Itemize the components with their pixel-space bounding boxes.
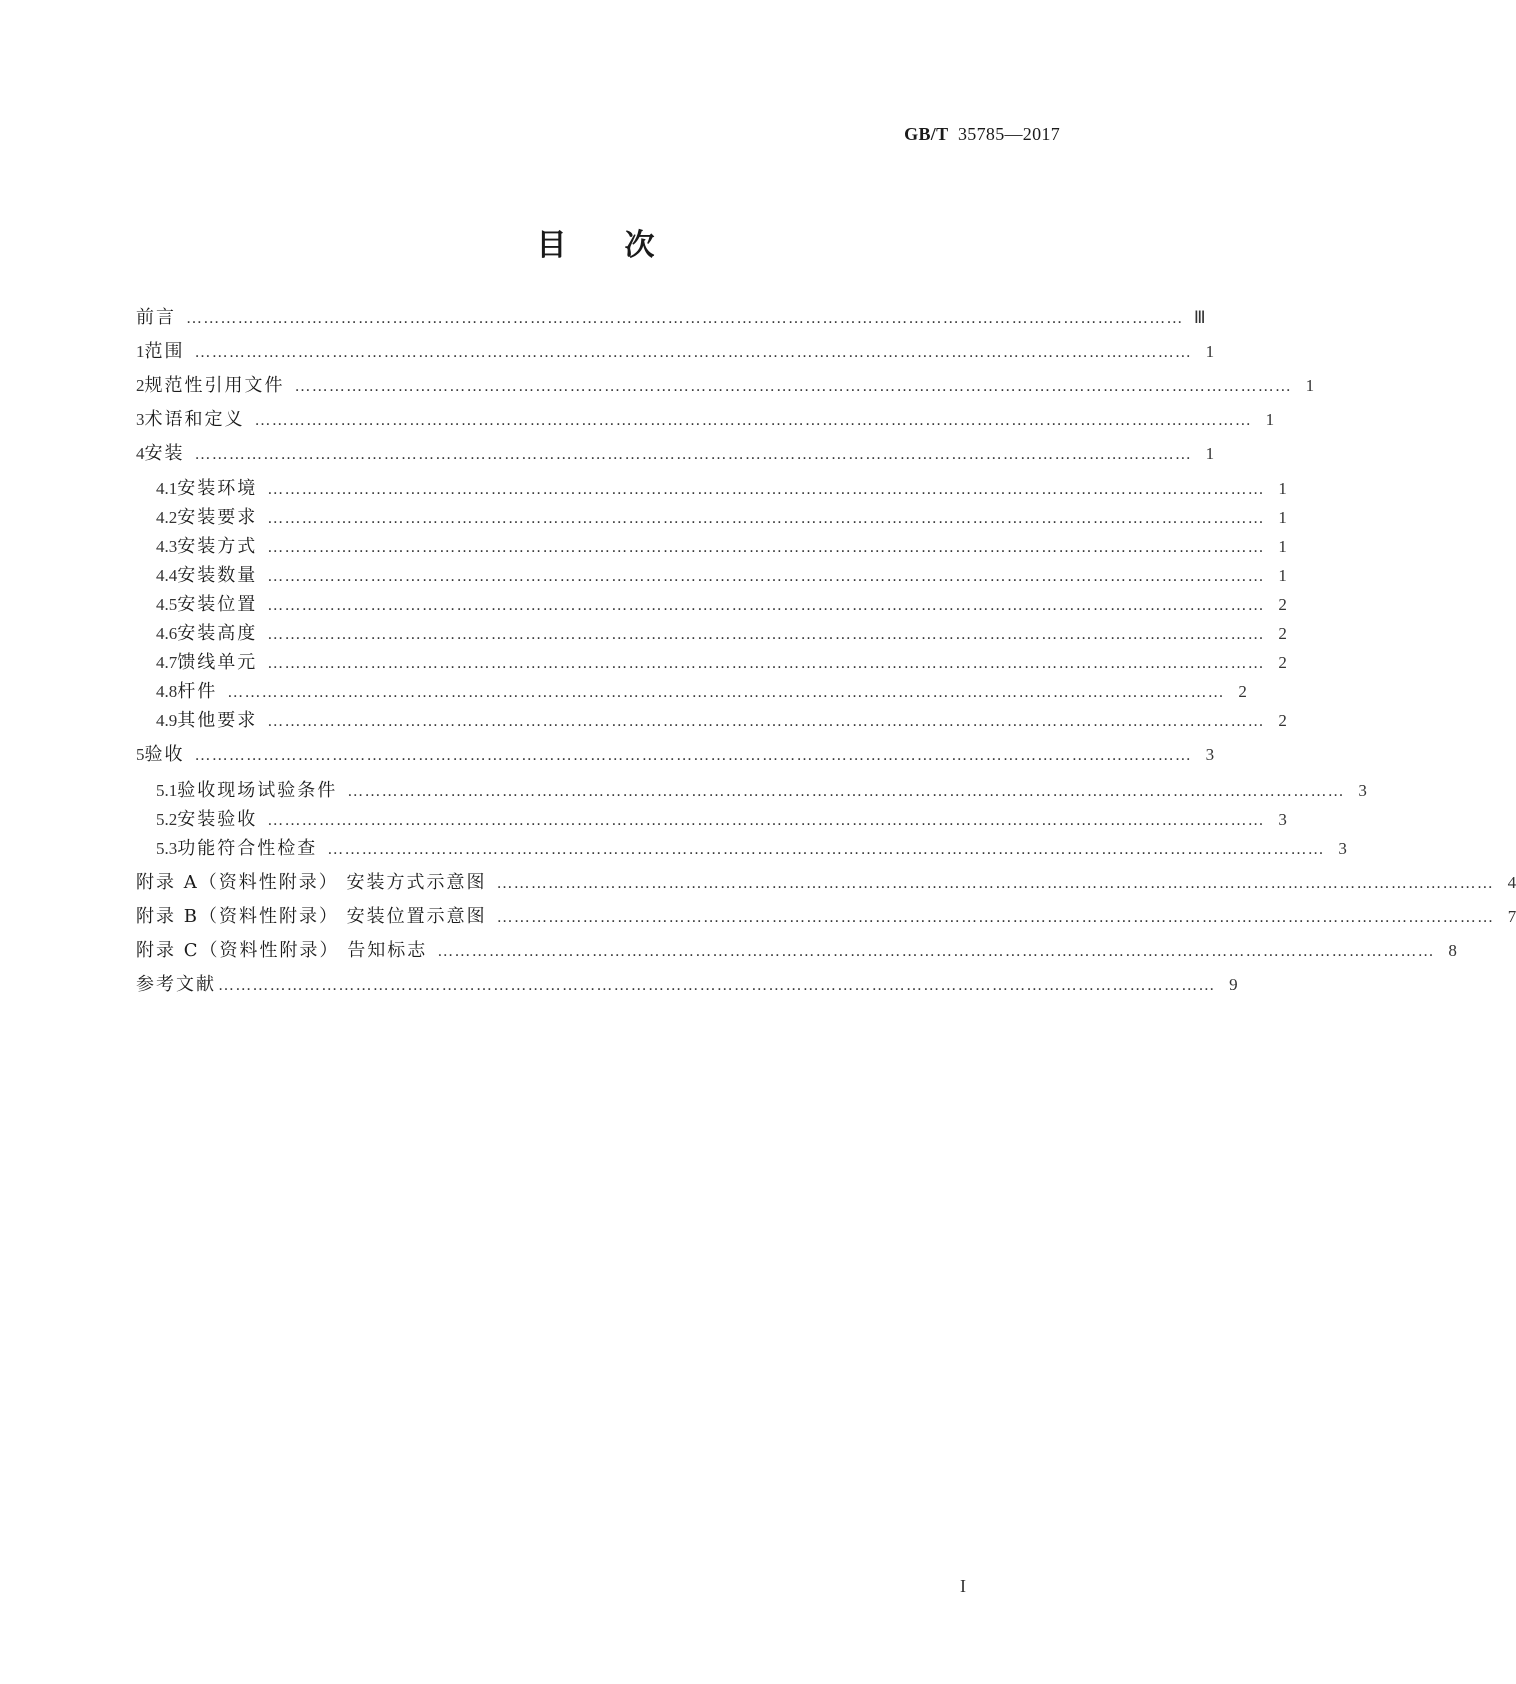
toc-section-number: 5.1 (156, 781, 178, 800)
toc-entry-title: 安装 (144, 443, 185, 464)
toc-page-number: 1 (1265, 410, 1275, 429)
toc-section-number: 2 (136, 376, 145, 395)
toc-entry-title: 馈线单元 (177, 652, 258, 673)
toc-section-number: 3 (136, 410, 145, 429)
standard-year-number: 35785—2017 (958, 124, 1060, 144)
toc-section-number: 4 (136, 444, 145, 463)
toc-page-number: 2 (1278, 653, 1287, 672)
toc-leader-dots: ………………………………………………………………………………………………………………………………………………………… (267, 812, 1265, 829)
toc-entry-title: 其他要求 (177, 710, 258, 731)
toc-section-number: 4.4 (156, 566, 178, 585)
toc-entry-title: 杆件 (177, 681, 218, 702)
toc-leader-dots: ………………………………………………………………………………………………………………………………………………………… (186, 310, 1184, 327)
toc-leader-dots: ………………………………………………………………………………………………………………………………………………………… (347, 783, 1345, 800)
toc-page-number: Ⅲ (1193, 308, 1206, 327)
toc-entry-title: 附录 B（资料性附录） 安装位置示意图 (136, 906, 487, 927)
toc-entry-title: 范围 (144, 341, 185, 362)
toc-page-number: 7 (1507, 907, 1516, 926)
toc-page-number: 1 (1205, 444, 1215, 463)
toc-section-number: 5.3 (156, 839, 178, 858)
toc-page-number: 8 (1448, 941, 1457, 960)
toc-leader-dots: ………………………………………………………………………………………………………………………………………………………… (267, 626, 1265, 643)
toc-entry-title: 安装环境 (177, 478, 258, 499)
toc-entry-title: 附录 A（资料性附录） 安装方式示意图 (136, 872, 487, 893)
toc-section-number: 4.7 (156, 653, 178, 672)
toc-leader-dots: ………………………………………………………………………………………………………………………………………………………… (437, 943, 1435, 960)
toc-section-number: 4.2 (156, 508, 178, 527)
toc-leader-dots: ………………………………………………………………………………………………………………………………………………………… (496, 909, 1495, 926)
toc-section-number: 4.6 (156, 624, 178, 643)
toc-entry-section-2[interactable] (136, 373, 1315, 399)
toc-leader-dots: ………………………………………………………………………………………………………………………………………………………… (327, 841, 1325, 858)
toc-section-number: 5 (136, 745, 145, 764)
toc-leader-dots: ………………………………………………………………………………………………………………………………………………………… (267, 568, 1265, 585)
toc-entry-title: 安装数量 (177, 565, 258, 586)
toc-page-number: 3 (1278, 810, 1287, 829)
toc-leader-dots: ………………………………………………………………………………………………………………………………………………………… (267, 597, 1265, 614)
toc-entry-title: 安装方式 (177, 536, 258, 557)
toc-leader-dots: ………………………………………………………………………………………………………………………………………………………… (294, 378, 1293, 395)
toc-section-number: 4.3 (156, 537, 178, 556)
toc-entry-title: 验收现场试验条件 (177, 780, 338, 801)
toc-leader-dots: ………………………………………………………………………………………………………………………………………………………… (267, 539, 1265, 556)
toc-entry-appendix-c[interactable] (136, 938, 1457, 964)
toc-entry-title: 功能符合性检查 (177, 838, 318, 859)
toc-leader-dots: ………………………………………………………………………………………………………………………………………………………… (194, 747, 1193, 764)
toc-entry-title: 安装位置 (177, 594, 258, 615)
toc-entry-title: 规范性引用文件 (144, 375, 285, 396)
toc-page-number: 1 (1278, 566, 1287, 585)
toc-page-number: 2 (1238, 682, 1247, 701)
toc-entry-section-5-2[interactable] (156, 807, 1287, 833)
toc-leader-dots: ………………………………………………………………………………………………………………………………………………………… (267, 655, 1265, 672)
standard-number (904, 124, 1060, 145)
toc-page-number: 3 (1338, 839, 1347, 858)
toc-page-number: 2 (1278, 595, 1287, 614)
toc-leader-dots: ………………………………………………………………………………………………………………………………………………………… (227, 684, 1225, 701)
toc-entry-title: 参考文献 (136, 974, 216, 995)
toc-leader-dots: ………………………………………………………………………………………………………………………………………………………… (267, 713, 1265, 730)
toc-leader-dots: ………………………………………………………………………………………………………………………………………………………… (194, 446, 1193, 463)
toc-entry-references[interactable] (136, 972, 1238, 998)
toc-section-number: 5.2 (156, 810, 178, 829)
toc-page-number: 1 (1278, 537, 1287, 556)
page-number: I (960, 1576, 966, 1596)
toc-entry-preface[interactable] (136, 305, 1206, 331)
toc-entry-section-5[interactable] (136, 742, 1215, 768)
toc-entry-section-4-9[interactable] (156, 708, 1287, 734)
toc-leader-dots: ………………………………………………………………………………………………………………………………………………………… (218, 977, 1216, 994)
toc-entry-section-3[interactable] (136, 407, 1275, 433)
toc-entry-section-5-3[interactable] (156, 836, 1347, 862)
toc-section-number: 4.8 (156, 682, 178, 701)
toc-page-number: 4 (1507, 873, 1516, 892)
toc-page-number: 1 (1278, 479, 1287, 498)
toc-leader-dots: ………………………………………………………………………………………………………………………………………………………… (194, 344, 1193, 361)
page-title: 目次 (536, 228, 713, 263)
toc-page-number: 2 (1278, 624, 1287, 643)
toc-page-number: 2 (1278, 711, 1287, 730)
toc-section-number: 4.1 (156, 479, 178, 498)
toc-page-number: 1 (1205, 342, 1215, 361)
toc-page-number: 1 (1305, 376, 1315, 395)
toc-entry-section-1[interactable] (136, 339, 1215, 365)
toc-entry-title: 安装高度 (177, 623, 258, 644)
toc-entry-section-4[interactable] (136, 441, 1215, 467)
toc-section-number: 4.9 (156, 711, 178, 730)
toc-entry-section-4-7[interactable] (156, 650, 1287, 676)
toc-entry-appendix-a[interactable] (136, 870, 1516, 896)
toc-entry-section-4-3[interactable] (156, 534, 1287, 560)
toc-entry-title: 术语和定义 (144, 409, 245, 430)
toc-entry-section-5-1[interactable] (156, 778, 1367, 804)
toc-entry-section-4-6[interactable] (156, 621, 1287, 647)
toc-leader-dots: ………………………………………………………………………………………………………………………………………………………… (496, 875, 1495, 892)
toc-leader-dots: ………………………………………………………………………………………………………………………………………………………… (254, 412, 1253, 429)
toc-leader-dots: ………………………………………………………………………………………………………………………………………………………… (267, 510, 1265, 527)
toc-entry-section-4-2[interactable] (156, 505, 1287, 531)
toc-leader-dots: ………………………………………………………………………………………………………………………………………………………… (267, 481, 1265, 498)
toc-section-number: 4.5 (156, 595, 178, 614)
toc-entry-title: 验收 (144, 744, 185, 765)
toc-entry-section-4-8[interactable] (156, 679, 1247, 705)
toc-page-number: 1 (1278, 508, 1287, 527)
toc-entry-section-4-1[interactable] (156, 476, 1287, 502)
toc-entry-section-4-5[interactable] (156, 592, 1287, 618)
toc-entry-title: 安装验收 (177, 809, 258, 830)
toc-entry-appendix-b[interactable] (136, 904, 1516, 930)
toc-entry-title: 附录 C（资料性附录） 告知标志 (136, 940, 428, 961)
toc-entry-section-4-4[interactable] (156, 563, 1287, 589)
toc-entry-title: 安装要求 (177, 507, 258, 528)
toc-page-number: 3 (1205, 745, 1215, 764)
toc-page-number: 3 (1358, 781, 1367, 800)
toc-entry-title: 前言 (136, 307, 176, 328)
toc-section-number: 1 (136, 342, 145, 361)
standard-code: GB/T (904, 124, 949, 144)
toc-page-number: 9 (1229, 975, 1238, 994)
